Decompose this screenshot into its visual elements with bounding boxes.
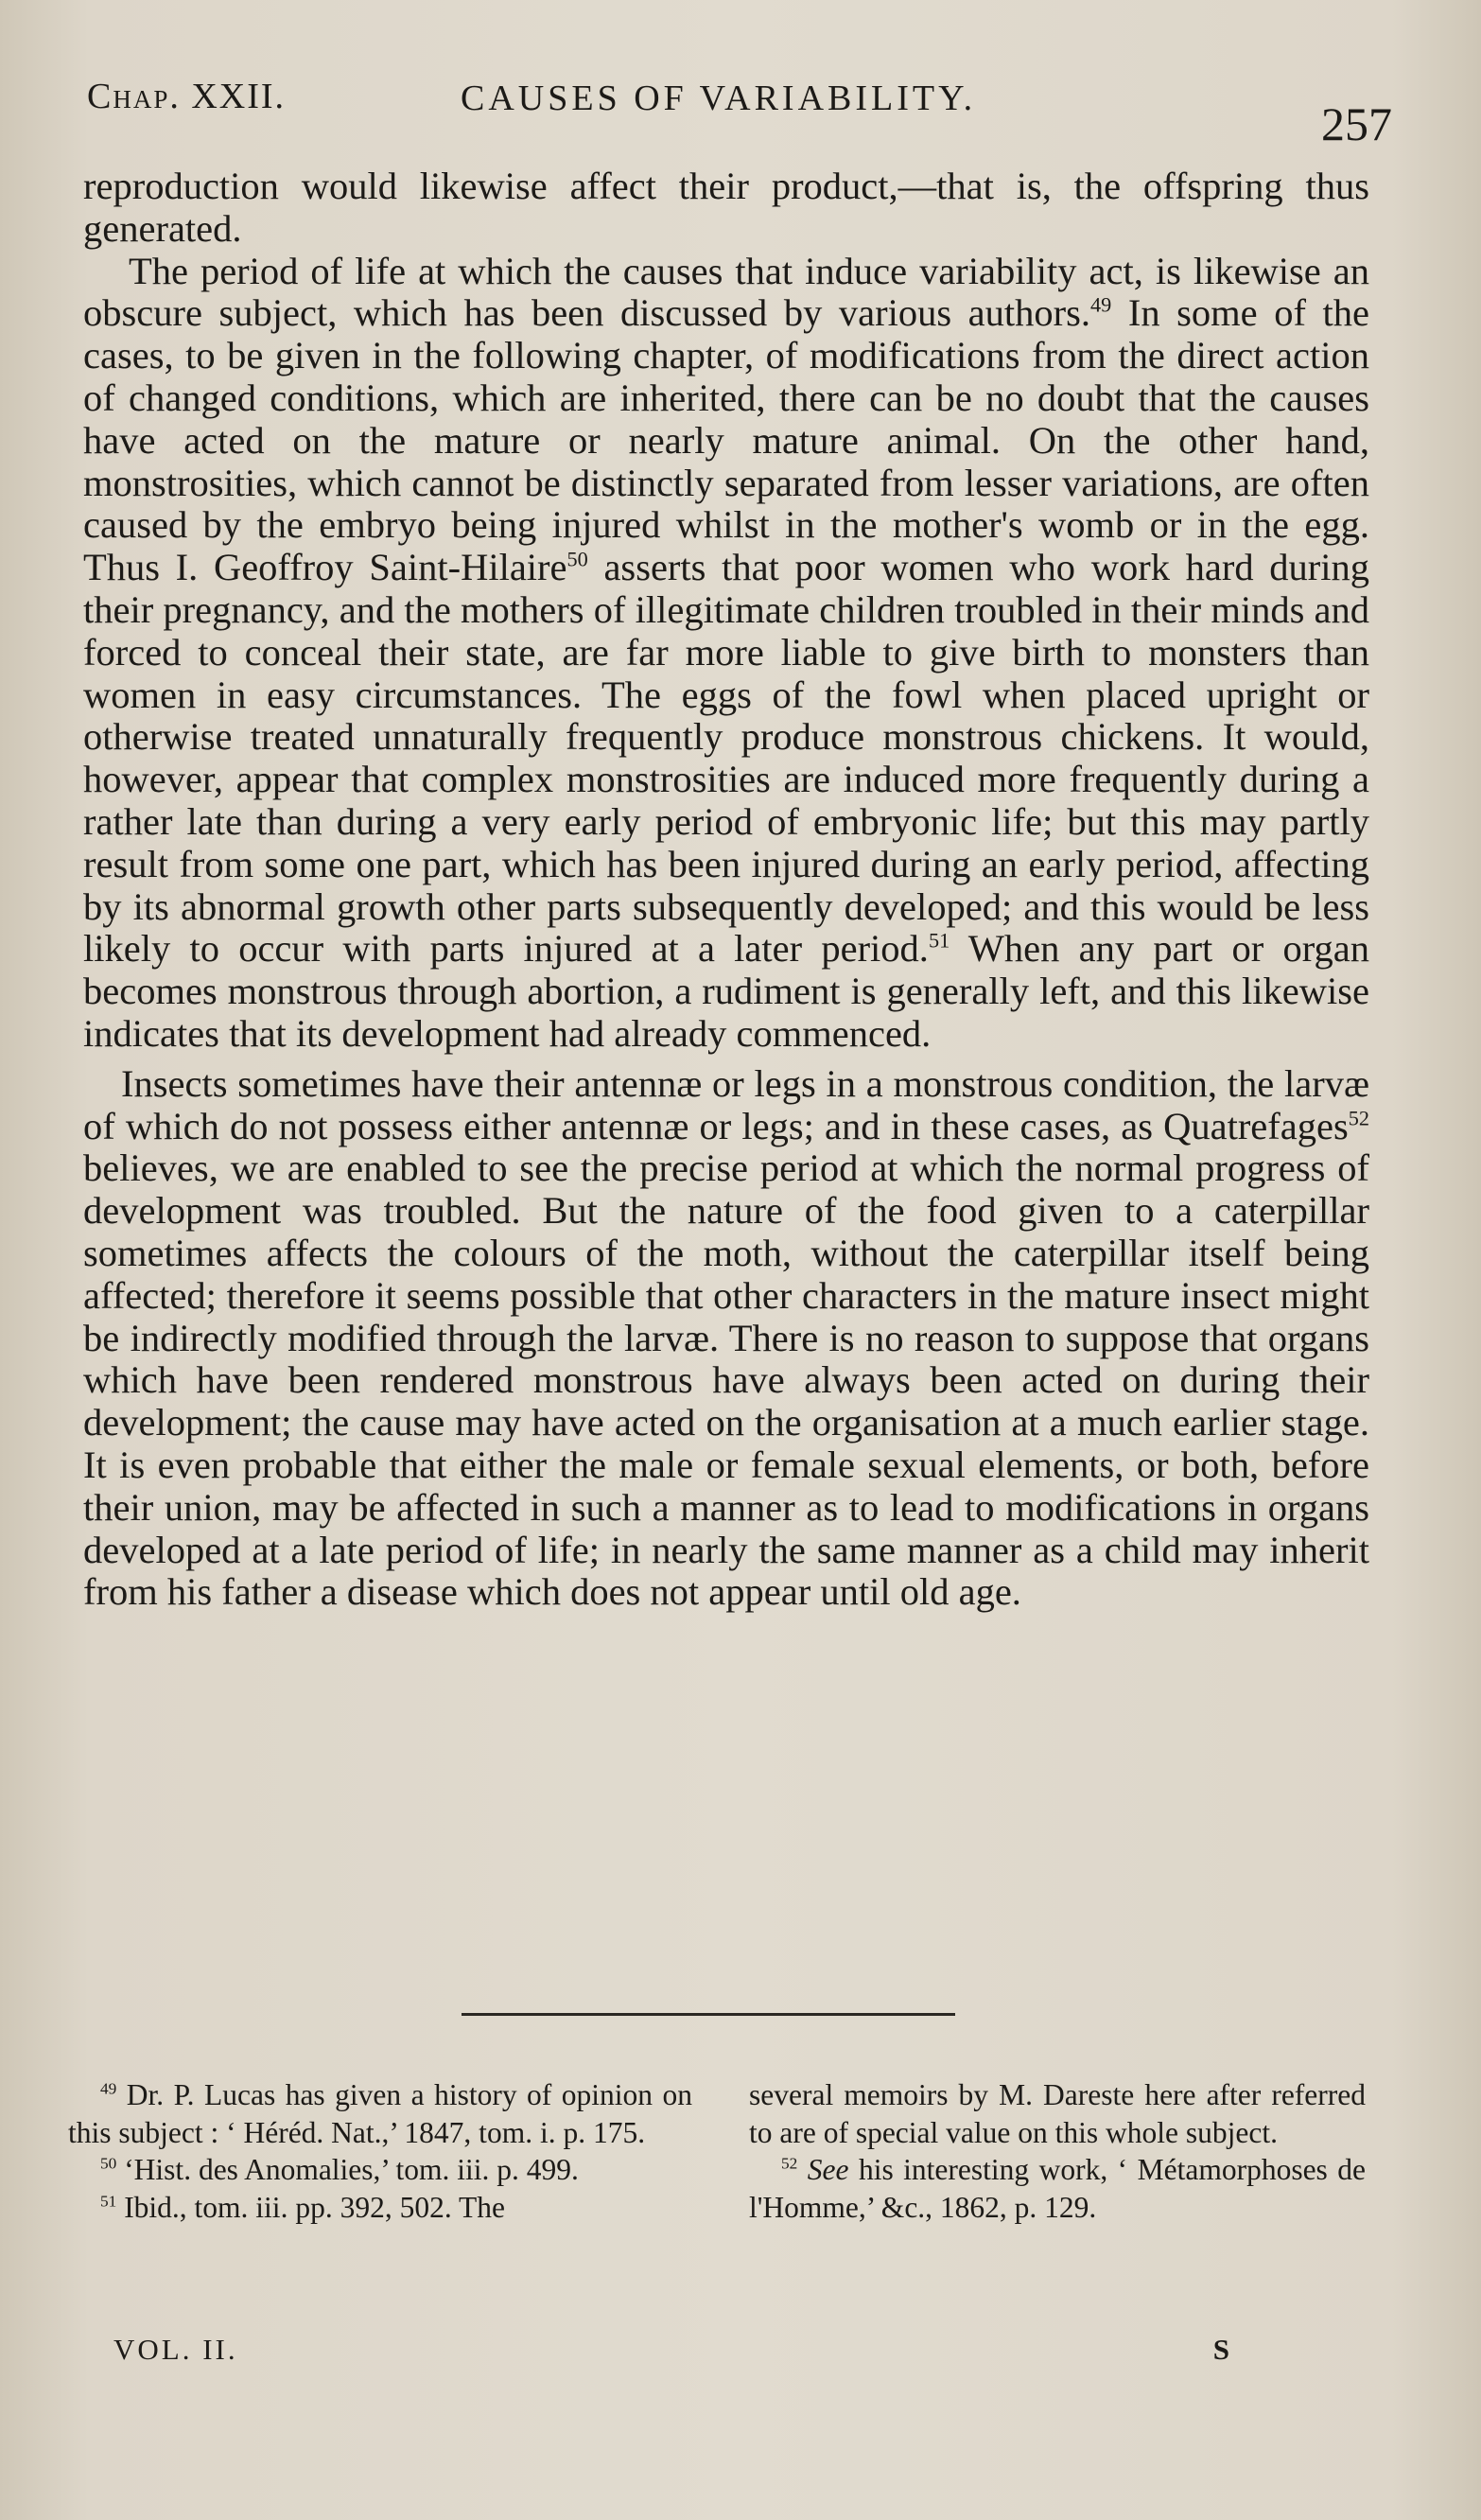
text-run: When any part or organ becomes monstrous through abortion, a rudiment is generally left, and this likewise indicates that its development had already commenced. <box>83 927 1369 1055</box>
page-footer <box>113 2333 1229 2374</box>
footnote-51 <box>68 2189 692 2227</box>
footnote-mark: 51 <box>100 2192 117 2210</box>
footnote-52 <box>749 2151 1366 2226</box>
footnote-51-continued: several memoirs by M. Dareste here after referred to are of special value on this whole subject. <box>749 2078 1366 2149</box>
footnote-text: his interesting work, ‘ Métamorphoses de l'Homme,’ &c., 1862, p. 129. <box>749 2153 1367 2224</box>
page-number: 257 <box>1321 97 1392 150</box>
text-run: In some of the cases, to be given in the following chapter, of modifications from the direct action of changed conditions, which are inherited, there can be no doubt that the causes have acted on the mature or nearly mature animal. On the other hand, monstrosities, which cannot be distinctly separated from lesser variations, are often caused by the embryo being injured whilst in the mother's womb or in the egg. Thus I. Geoffroy Saint-Hilaire <box>83 291 1369 589</box>
running-title: CAUSES OF VARIABILITY. <box>461 79 977 118</box>
footnote-ref-49: 49 <box>1090 292 1112 317</box>
paragraph-continued: reproduction would likewise affect their product,—that is, the offspring thus generated. <box>83 165 1369 250</box>
signature-mark: S <box>1212 2333 1229 2366</box>
text-run: believes, we are enabled to see the precise period at which the normal progress of development was troubled. But the nature of the food given to a caterpillar sometimes affects the colours of the moth, without the caterpillar itself being affected; therefore it seems possible that other characters in the mature insect might be indirectly modified through the larvæ. There is no reason to suppose that organs which have been rendered monstrous have always been acted on during their development; the cause may have acted on the organisation at a much earlier stage. It is even probable that either the male or female sexual elements, or both, before their union, may be affected in such a manner as to lead to modifications in organs developed at a late period of life; in nearly the same manner as a child may inherit from his father a disease which does not appear until old age. <box>83 1146 1369 1614</box>
running-header <box>87 68 1392 153</box>
main-text <box>83 166 1369 1614</box>
footnote-ref-51: 51 <box>928 928 950 953</box>
footnote-text: Dr. P. Lucas has given a history of opinion on this subject : ‘ Héréd. Nat.,’ 1847, tom. i. p. 175. <box>68 2078 692 2149</box>
paragraph-period-of-life <box>83 251 1369 1056</box>
paragraph-insects <box>83 1063 1369 1614</box>
footnote-ref-50: 50 <box>566 547 588 571</box>
footnote-column-left <box>68 2076 692 2226</box>
chapter-label: Chap. XXII. <box>87 77 287 116</box>
text-run: asserts that poor women who work hard during their pregnancy, and the mothers of illegitimate children troubled in their minds and forced to conceal their state, are far more liable to give birth to monsters than women in easy circumstances. The eggs of the fowl when placed upright or otherwise treated unnaturally frequently produce monstrous chickens. It would, however, appear that complex monstrosities are induced more frequently during a rather late than during a very early period of embryonic life; but this may partly result from some one part, which has been injured during an early period, affecting by its abnormal growth other parts subsequently developed; and this would be less likely to occur with parts injured at a later period. <box>83 546 1369 971</box>
footnote-mark: 52 <box>781 2154 798 2173</box>
footnote-mark: 50 <box>100 2154 117 2173</box>
footnote-mark: 49 <box>100 2079 117 2098</box>
footnote-text: ‘Hist. des Anomalies,’ tom. iii. p. 499. <box>116 2153 579 2186</box>
volume-label: VOL. II. <box>113 2333 238 2366</box>
text-run: The period of life at which the causes that induce variability act, is likewise an obscure subject, which has been discussed by various authors. <box>83 249 1369 335</box>
footnote-see: See <box>807 2153 849 2186</box>
footnote-text: Ibid., tom. iii. pp. 392, 502. The <box>116 2190 505 2224</box>
text-run: Insects sometimes have their antennæ or legs in a monstrous condition, the larvæ of which do not possess either antennæ or legs; and in these cases, as Quatrefages <box>83 1061 1369 1147</box>
footnote-divider <box>462 2013 955 2016</box>
footnote-49 <box>68 2076 692 2151</box>
footnote-column-right <box>749 2076 1366 2226</box>
footnote-50 <box>68 2151 692 2189</box>
footnote-ref-52: 52 <box>1348 1106 1369 1130</box>
